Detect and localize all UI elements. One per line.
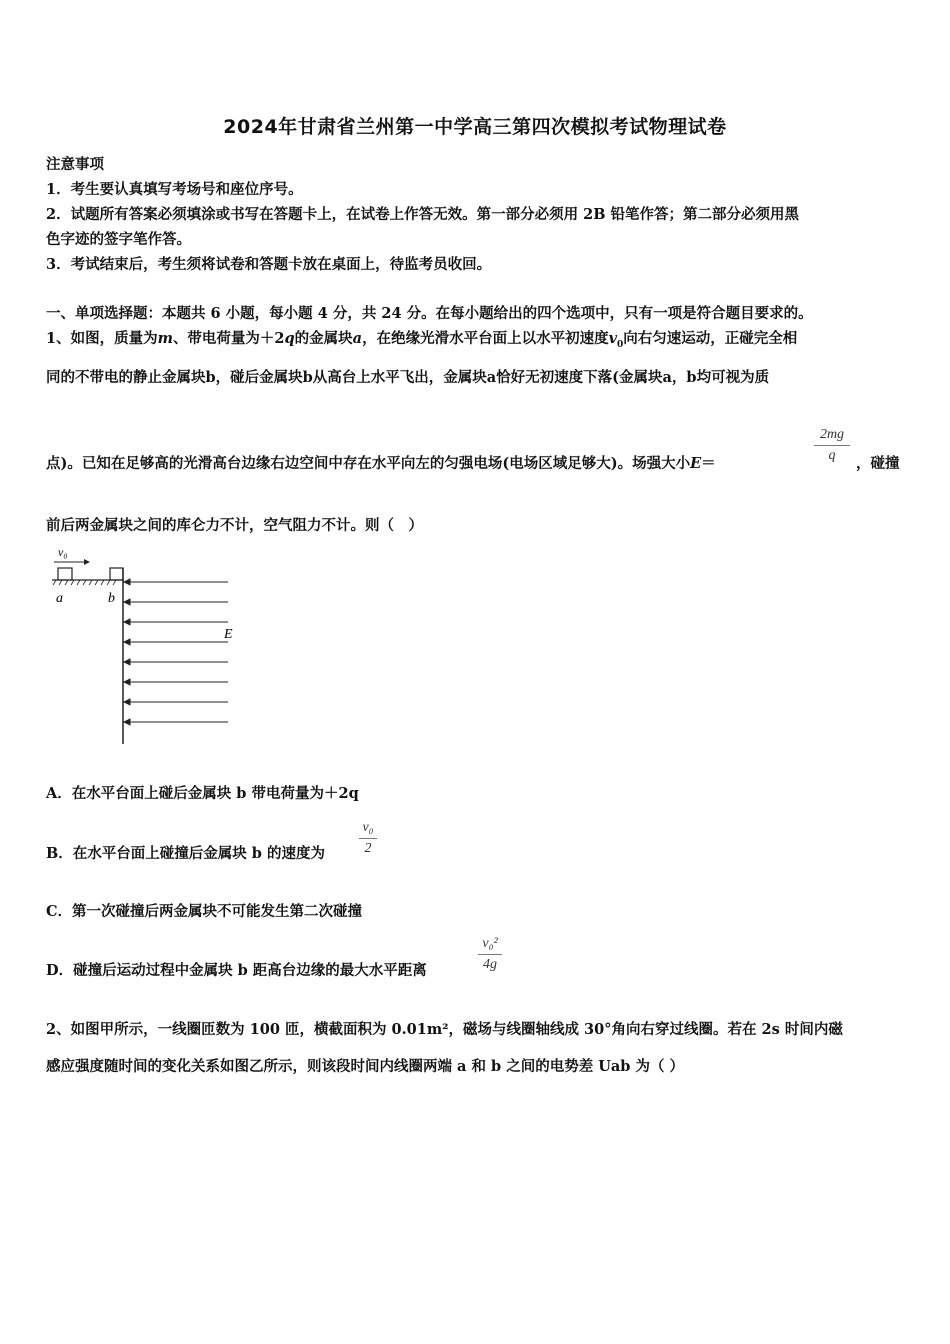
q2-line-1: 2、如图甲所示，一线圈匝数为 100 匝，横截面积为 0.01m²，磁场与线圈轴线成 30°角向右穿过线圈。若在 2s 时间内磁 <box>46 1021 843 1038</box>
notice-item-3: 3．考试结束后，考生须将试卷和答题卡放在桌面上，待监考员收回。 <box>46 256 492 273</box>
block-b <box>110 568 123 580</box>
q1-line-4: 前后两金属块之间的库仑力不计，空气阻力不计。则（ ） <box>46 517 423 534</box>
block-b-label: b <box>108 591 115 606</box>
block-a-label: a <box>56 591 63 606</box>
option-d-fraction: v₀² 4g <box>478 936 502 973</box>
q1-line-1: 1、如图，质量为m、带电荷量为＋2q的金属块a，在绝缘光滑水平台面上以水平初速度$v_0$向右匀速运动，正碰完全相 <box>46 330 798 350</box>
section-heading: 一、单项选择题：本题共 6 小题，每小题 4 分，共 24 分。在每小题给出的四个选项中，只有一项是符合题目要求的。 <box>46 305 813 322</box>
option-c: C．第一次碰撞后两金属块不可能发生第二次碰撞 <box>46 903 363 920</box>
table-hatching <box>53 580 116 585</box>
field-strength-fraction: 2mg q <box>814 427 850 464</box>
page-title: 2024年甘肃省兰州第一中学高三第四次模拟考试物理试卷 <box>223 116 727 138</box>
option-d: D．碰撞后运动过程中金属块 b 距高台边缘的最大水平距离 <box>46 962 427 979</box>
notice-heading: 注意事项 <box>46 156 104 173</box>
field-lines <box>124 579 228 725</box>
notice-item-2-cont: 色字迹的签字笔作答。 <box>46 231 191 248</box>
option-b-fraction: v₀ 2 <box>359 820 377 857</box>
field-label: E <box>224 627 233 642</box>
option-b: B．在水平台面上碰撞后金属块 b 的速度为 <box>46 845 325 862</box>
q1-figure <box>44 542 244 748</box>
q1-line-3-end: ，碰撞 <box>856 455 900 472</box>
block-a <box>58 568 72 580</box>
q1-line-2: 同的不带电的静止金属块b，碰后金属块b从高台上水平飞出，金属块a恰好无初速度下落(金属块a，b均可视为质 <box>46 369 770 386</box>
v0-label: v₀ <box>58 545 68 559</box>
velocity-arrow-head <box>84 559 90 565</box>
q1-line-3: 点)。已知在足够高的光滑高台边缘右边空间中存在水平向左的匀强电场(电场区域足够大)。场强大小E＝ <box>46 455 716 472</box>
option-a: A．在水平台面上碰后金属块 b 带电荷量为＋2q <box>46 785 359 802</box>
notice-item-2: 2．试题所有答案必须填涂或书写在答题卡上，在试卷上作答无效。第一部分必须用 2B 铅笔作答；第二部分必须用黑 <box>46 206 800 223</box>
notice-item-1: 1．考生要认真填写考场号和座位序号。 <box>46 181 303 198</box>
q2-line-2: 感应强度随时间的变化关系如图乙所示，则该段时间内线圈两端 a 和 b 之间的电势差 Uab 为（ ） <box>46 1058 685 1075</box>
